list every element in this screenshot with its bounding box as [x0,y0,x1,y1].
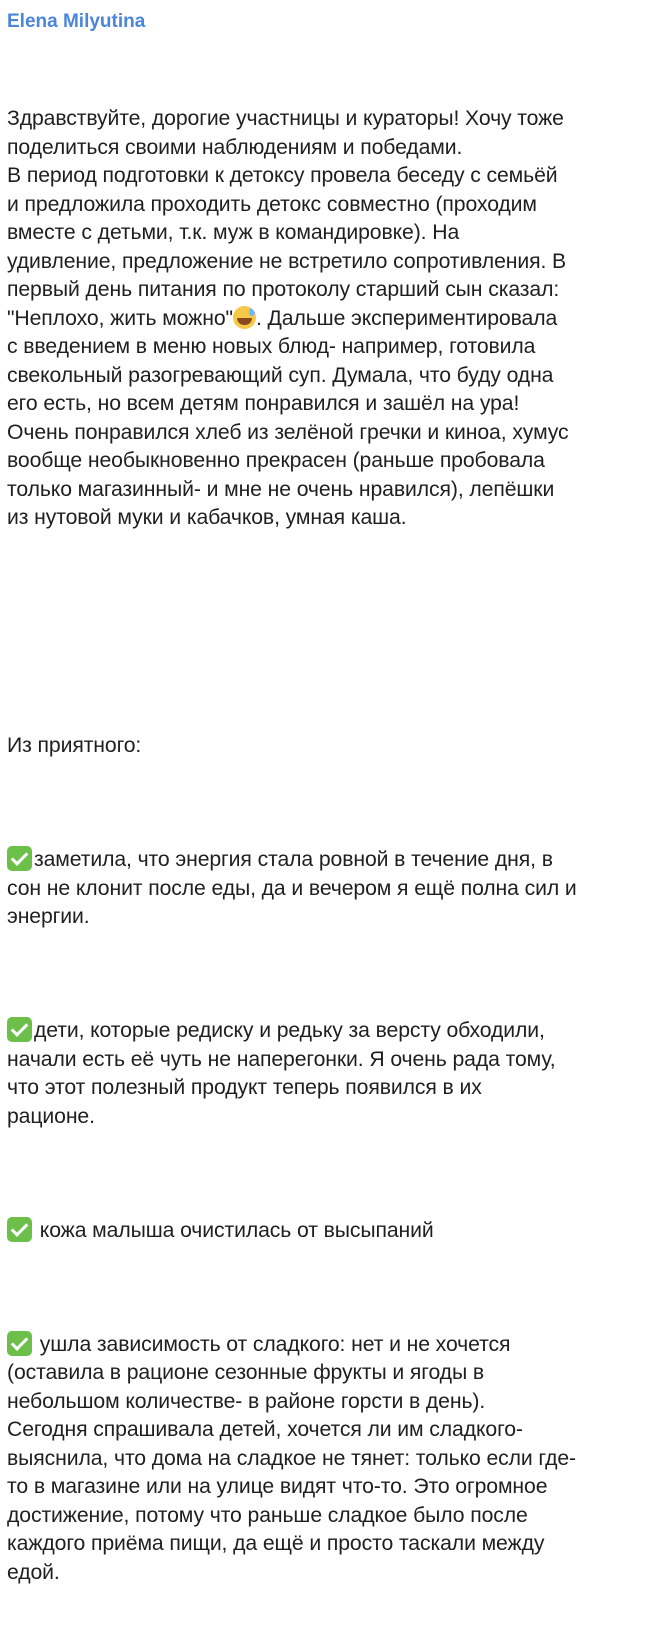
checklist-item-text: дети, которые редиску и редьку за версту обходили, начали есть её чуть не наперегонки. Я очень рада тому, что этот полезный продукт теперь появился в их рационе. [7,1019,556,1128]
checklist-item [7,1217,660,1246]
blank-line [7,618,660,647]
message-body [7,48,660,1644]
green-check-mark-icon [7,1217,32,1242]
intro-text-part-2: . Дальше экспериментировала с введением в меню новых блюд- например, готовила свекольный разогревающий суп. Думала, что буду одна его есть, но всем детям понравился и зашёл на ура! Очень понравился хлеб из зелёной гречки и киноа, хумус вообще необыкновенно прекрасен (раньше пробовала только магазинный- и мне не очень нравился), лепёшки из нутовой муки и кабачков, умная каша. [7,306,569,529]
green-check-mark-icon [7,1017,32,1042]
checklist-item-text: ушла зависимость от сладкого: нет и не хочется (оставила в рационе сезонные фрукты и ягоды в небольшом количестве- в районе горсти в день). Сегодня спрашивала детей, хочется ли им сладкого- выяснила, что дома на сладкое не тянет: только если где- то в магазине или на улице видят что-то. Это огромное достижение, потому что раньше сладкое было после каждого приёма пищи, да ещё и просто таскали между едой. [7,1332,577,1584]
checklist-item [7,1331,660,1588]
checklist-item [7,846,660,932]
grinning-sweat-emoji-icon [233,306,256,329]
message-author[interactable]: Elena Milyutina [7,11,146,32]
checklist-item-text: кожа малыша очистилась от высыпаний [34,1218,434,1242]
message-intro [7,105,660,533]
checklist-item-text: заметила, что энергия стала ровной в течение дня, в сон не клонит после еды, да и вечером я ещё полна сил и энергии. [7,848,577,928]
pleasant-heading: Из приятного: [7,734,142,757]
green-check-mark-icon [7,846,32,871]
green-check-mark-icon [7,1331,32,1356]
intro-text-part-1: Здравствуйте, дорогие участницы и кураторы! Хочу тоже поделиться своими наблюдениям и победами. В период подготовки к детоксу провела беседу с семьёй и предложила проходить детокс совместно (проходим вместе с детьми, т.к. муж в командировке). На удивление, предложение не встретило сопротивления. В первый день питания по протоколу старший сын сказал: "Неплохо, жить можно" [7,107,567,330]
checklist-item [7,1017,660,1131]
